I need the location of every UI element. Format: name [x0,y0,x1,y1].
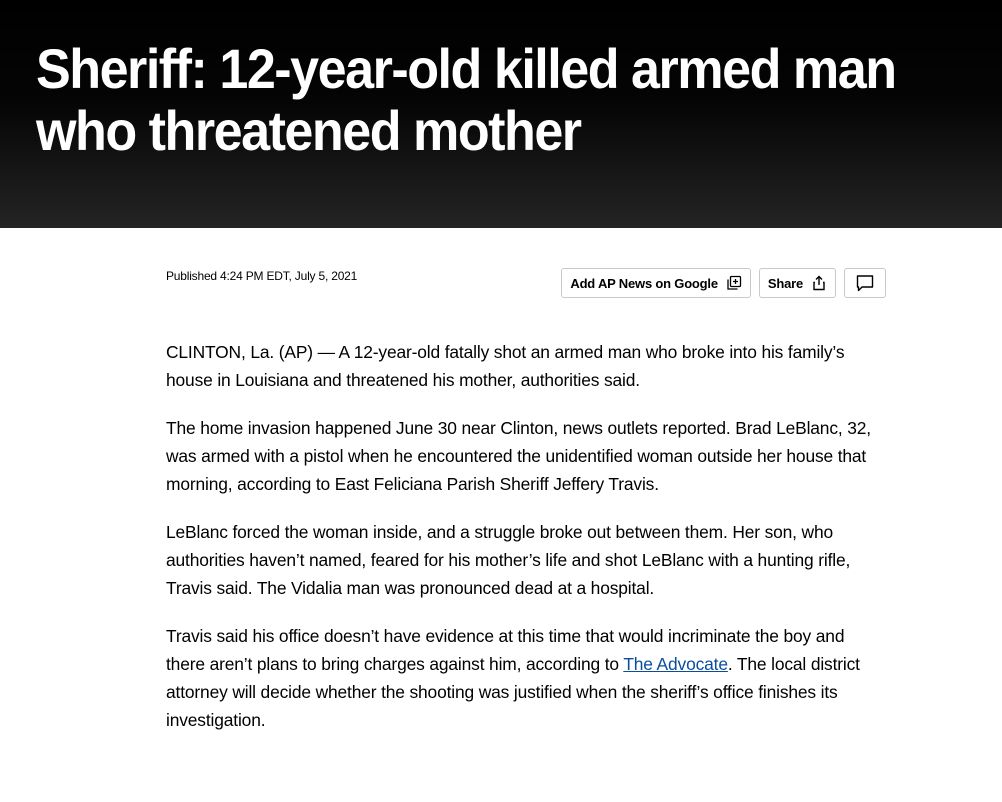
share-icon [811,275,827,291]
published-timestamp: Published 4:24 PM EDT, July 5, 2021 [166,269,358,283]
paragraph-1: CLINTON, La. (AP) — A 12-year-old fatally shot an armed man who broke into his family’s house in Louisiana and threatened his mother, authorities said. [166,342,845,390]
hero-header [0,0,1002,228]
paragraph-3: LeBlanc forced the woman inside, and a struggle broke out between them. Her son, who authorities haven’t named, feared for his mother’s life and shot LeBlanc with a hunting rifle, Travis said. The Vidalia man was pronounced dead at a hospital. [166,522,851,598]
paragraph-2: The home invasion happened June 30 near Clinton, news outlets reported. Brad LeBlanc, 32, was armed with a pistol when he encountered the unidentified woman outside her house that morning, according to East Feliciana Parish Sheriff Jeffery Travis. [166,418,871,494]
comment-icon [855,273,875,293]
add-to-list-icon [726,275,742,291]
paragraph-4 [166,622,886,734]
add-ap-news-on-google-button[interactable] [561,268,750,298]
share-button[interactable] [759,268,836,298]
share-label: Share [767,275,803,291]
article-meta [166,268,886,300]
add-ap-news-on-google-label: Add AP News on Google [570,275,718,291]
headline [36,38,929,162]
the-advocate-link[interactable]: The Advocate [623,654,728,674]
comment-button[interactable] [844,268,886,298]
headline-line-2: who threatened mother [36,99,581,162]
paragraph-4-text-after-link: . The local district attorney will decide whether the shooting was justified when the sheriff’s office finishes its investigation. [166,654,860,730]
headline-line-1: Sheriff: 12-year-old killed armed man [36,37,896,100]
article-body [166,338,886,754]
article-actions [561,268,886,298]
paragraph-4-text-before-link: Travis said his office doesn’t have evidence at this time that would incriminate the boy and there aren’t plans to bring charges against him, according to [166,626,845,674]
